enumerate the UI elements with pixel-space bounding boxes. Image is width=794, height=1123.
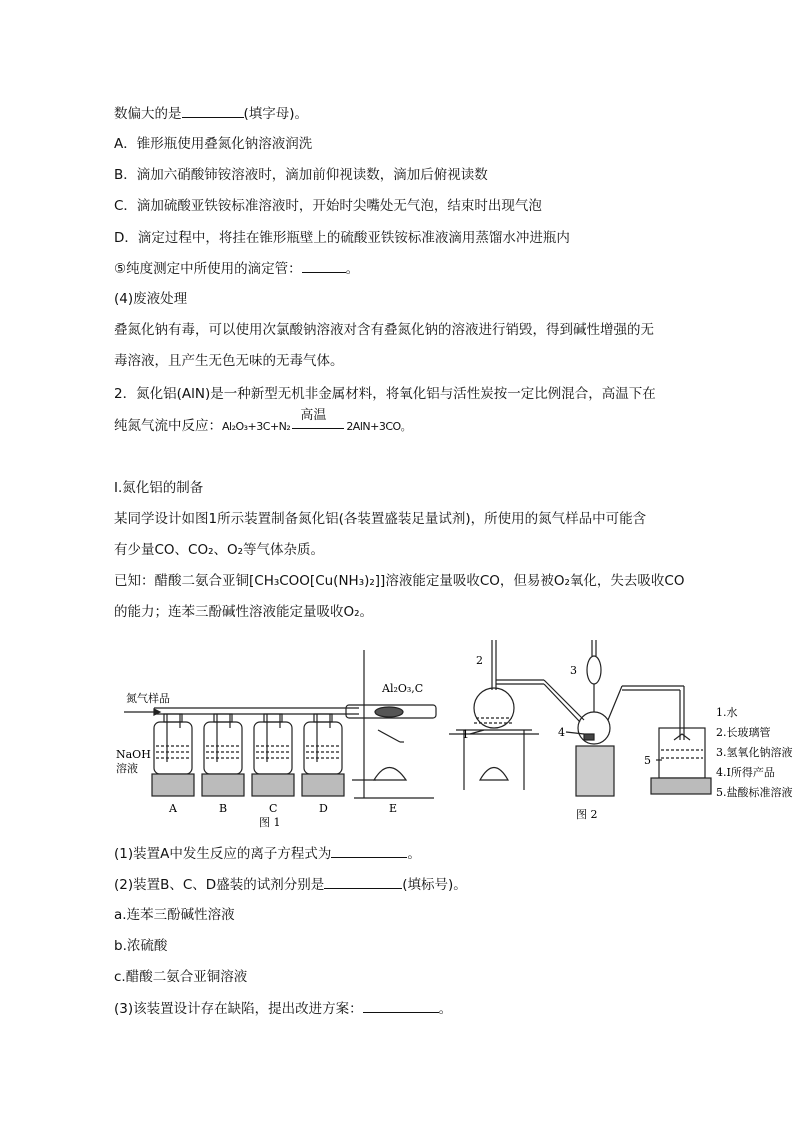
apparatus-figure	[114, 630, 794, 830]
bottle-c-label: C	[269, 802, 278, 815]
apparatus-svg	[114, 630, 794, 830]
text-line	[114, 258, 359, 279]
legend-1: 1.水	[716, 706, 738, 719]
text-line: 有少量CO、CO₂、O₂等气体杂质。	[114, 542, 325, 558]
equation-products: 2AlN+3CO。	[346, 420, 412, 433]
legend-3: 3.氢氧化钠溶液	[716, 746, 793, 759]
fig2-label-5: 5	[644, 754, 651, 767]
line-prefix: (1)装置A中发生反应的离子方程式为	[114, 846, 332, 862]
line-suffix: 。	[438, 1001, 453, 1017]
answer-blank[interactable]	[363, 998, 439, 1013]
legend-2: 2.长玻璃管	[716, 726, 771, 739]
bottle-C	[252, 714, 294, 796]
reaction-condition: 高温	[300, 408, 327, 423]
fig2-label-3: 3	[570, 664, 577, 677]
solid-label: Al₂O₃,C	[382, 682, 424, 695]
fig2-label-2: 2	[476, 654, 483, 667]
text-line: A．锥形瓶使用叠氮化钠溶液润洗	[114, 136, 313, 152]
figure2-caption: 图 2	[576, 808, 598, 821]
text-line: c.醋酸二氨合亚铜溶液	[114, 969, 248, 985]
text-line	[114, 843, 421, 864]
figure2-apparatus	[449, 640, 711, 796]
text-line: B．滴加六硝酸铈铵溶液时，滴加前仰视读数，滴加后俯视读数	[114, 167, 488, 183]
text-line: 已知：醋酸二氨合亚铜[CH₃COO[Cu(NH₃)₂]]溶液能定量吸收CO，但易被O₂氧化，失去吸收CO	[114, 573, 685, 589]
bottle-B	[202, 714, 244, 796]
text-line: (4)废液处理	[114, 291, 188, 307]
line-prefix: (3)该装置设计存在缺陷，提出改进方案：	[114, 1001, 363, 1017]
bottle-d-label: D	[319, 802, 328, 815]
text-line: D．滴定过程中，将挂在锥形瓶壁上的硫酸亚铁铵标准液滴用蒸馏水冲进瓶内	[114, 230, 570, 246]
legend-4: 4.Ⅰ所得产品	[716, 766, 775, 779]
equation-prefix: 纯氮气流中反应：	[114, 418, 222, 434]
line-prefix: (2)装置B、C、D盛装的试剂分别是	[114, 877, 325, 893]
line-prefix: ⑤纯度测定中所使用的滴定管：	[114, 261, 302, 277]
naoh-solution-label: 溶液	[116, 762, 138, 775]
text-line: 毒溶液，且产生无色无味的无毒气体。	[114, 353, 344, 369]
line-suffix: 。	[407, 846, 421, 862]
tube-e-label: E	[389, 802, 398, 815]
text-line: 叠氮化钠有毒，可以使用次氯酸钠溶液对含有叠氮化钠的溶液进行销毁，得到碱性增强的无	[114, 322, 654, 338]
reaction-arrow	[290, 408, 346, 434]
answer-blank[interactable]	[302, 258, 346, 273]
bottle-A	[152, 714, 194, 796]
text-line: 2．氮化铝(AlN)是一种新型无机非金属材料，将氧化铝与活性炭按一定比例混合，高温下在	[114, 386, 656, 402]
line-suffix: 。	[345, 261, 360, 277]
line-prefix: 数偏大的是	[114, 106, 182, 122]
bottle-a-label: A	[169, 802, 177, 815]
text-line: I.氮化铝的制备	[114, 480, 204, 496]
answer-blank[interactable]	[331, 843, 407, 858]
line-suffix: (填标号)。	[402, 877, 467, 893]
equation-reactants: Al₂O₃+3C+N₂	[222, 420, 291, 433]
line-suffix: (填字母)。	[243, 106, 309, 122]
text-line	[114, 998, 452, 1019]
answer-blank[interactable]	[182, 103, 244, 118]
gas-sample-label: 氮气样品	[126, 692, 170, 705]
bottle-b-label: B	[219, 802, 228, 815]
tube-E	[346, 650, 436, 798]
naoh-label: NaOH	[116, 748, 151, 761]
reaction-equation	[114, 408, 412, 434]
figure1-caption: 图 1	[259, 816, 281, 829]
fig2-label-1: 1	[462, 728, 469, 741]
text-line	[114, 103, 308, 124]
text-line: 的能力；连苯三酚碱性溶液能定量吸收O₂。	[114, 604, 374, 620]
text-line: C．滴加硫酸亚铁铵标准溶液时，开始时尖嘴处无气泡，结束时出现气泡	[114, 198, 542, 214]
text-line	[114, 874, 467, 895]
bottle-D	[302, 714, 344, 796]
answer-blank[interactable]	[324, 874, 402, 889]
text-line: 某同学设计如图1所示装置制备氮化铝(各装置盛装足量试剂)，所使用的氮气样品中可能含	[114, 511, 647, 527]
legend-5: 5.盐酸标准溶液	[716, 786, 793, 799]
text-line: b.浓硫酸	[114, 938, 168, 954]
fig2-label-4: 4	[558, 726, 565, 739]
text-line: a.连苯三酚碱性溶液	[114, 907, 235, 923]
